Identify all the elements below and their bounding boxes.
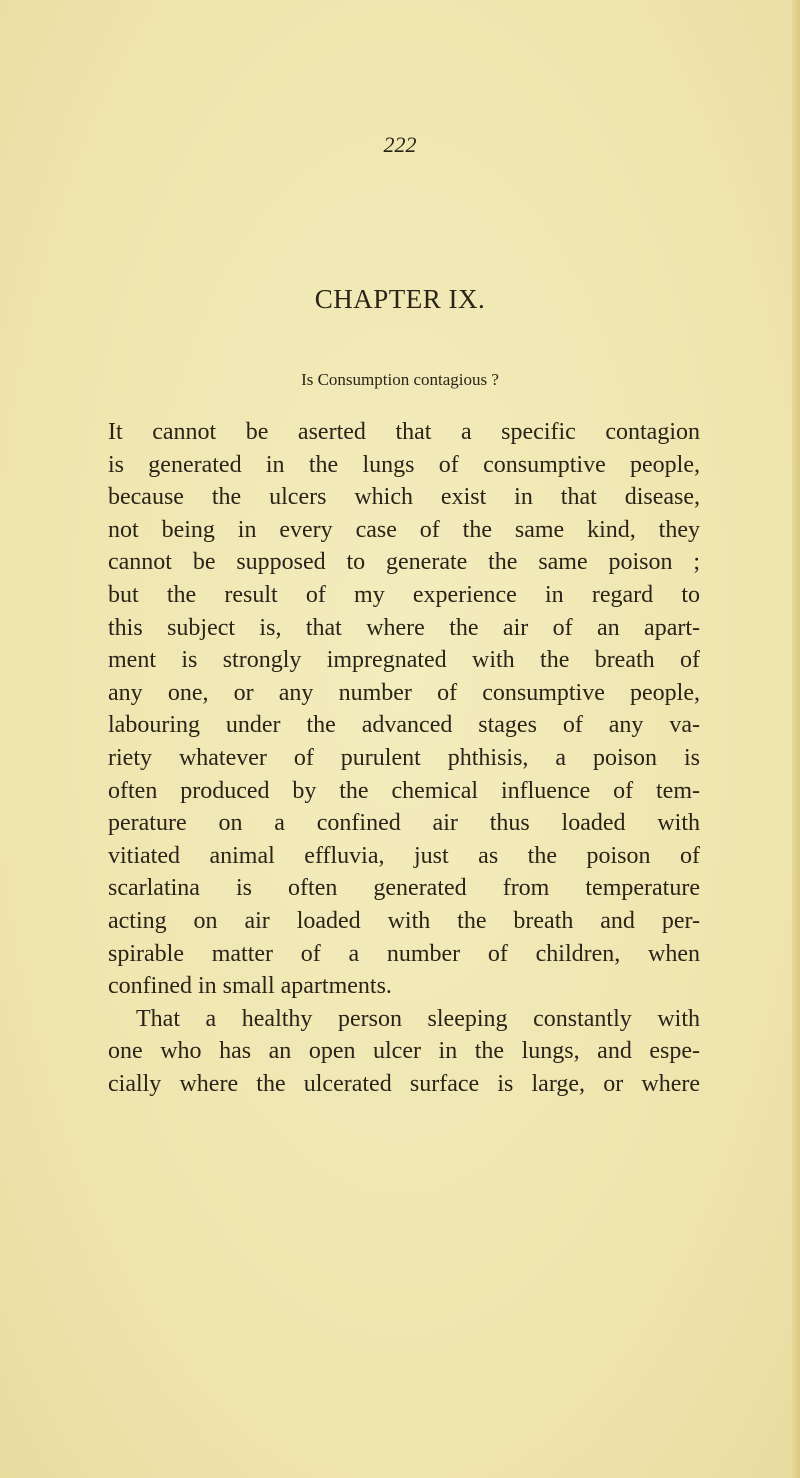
chapter-title: CHAPTER IX. (314, 284, 486, 314)
text-line: ment is strongly impregnated with the breath of (108, 647, 700, 674)
chapter-subtitle: Is Consumption contagious ? (301, 370, 499, 389)
text-line: That a healthy person sleeping constantly with (136, 1005, 700, 1032)
text-line: because the ulcers which exist in that disease, (108, 484, 700, 511)
text-line: perature on a confined air thus loaded with (108, 810, 700, 837)
page-edge (792, 0, 800, 1478)
text-line: often produced by the chemical influence of tem- (108, 777, 700, 804)
page-number: 222 (383, 132, 417, 157)
text-line: riety whatever of purulent phthisis, a poison is (108, 744, 700, 771)
text-line: cannot be supposed to generate the same poison ; (108, 549, 700, 576)
text-line: scarlatina is often generated from temperature (108, 875, 700, 902)
text-line: confined in small apartments. (108, 973, 392, 1000)
text-line: spirable matter of a number of children, when (108, 940, 700, 967)
text-line: this subject is, that where the air of an apart- (108, 614, 700, 641)
text-line: It cannot be aserted that a specific contagion (108, 419, 700, 445)
text-line: vitiated animal effluvia, just as the poison of (108, 842, 700, 869)
text-line: labouring under the advanced stages of any va- (108, 712, 700, 739)
text-line: not being in every case of the same kind, they (108, 516, 700, 543)
text-line: one who has an open ulcer in the lungs, and espe- (108, 1038, 700, 1065)
body-text (108, 416, 700, 1100)
text-line: any one, or any number of consumptive people, (108, 679, 700, 706)
text-line: cially where the ulcerated surface is large, or where (108, 1070, 700, 1097)
text-line: but the result of my experience in regard to (108, 581, 700, 608)
text-line: acting on air loaded with the breath and per- (108, 907, 700, 934)
text-line: is generated in the lungs of consumptive people, (108, 451, 700, 478)
